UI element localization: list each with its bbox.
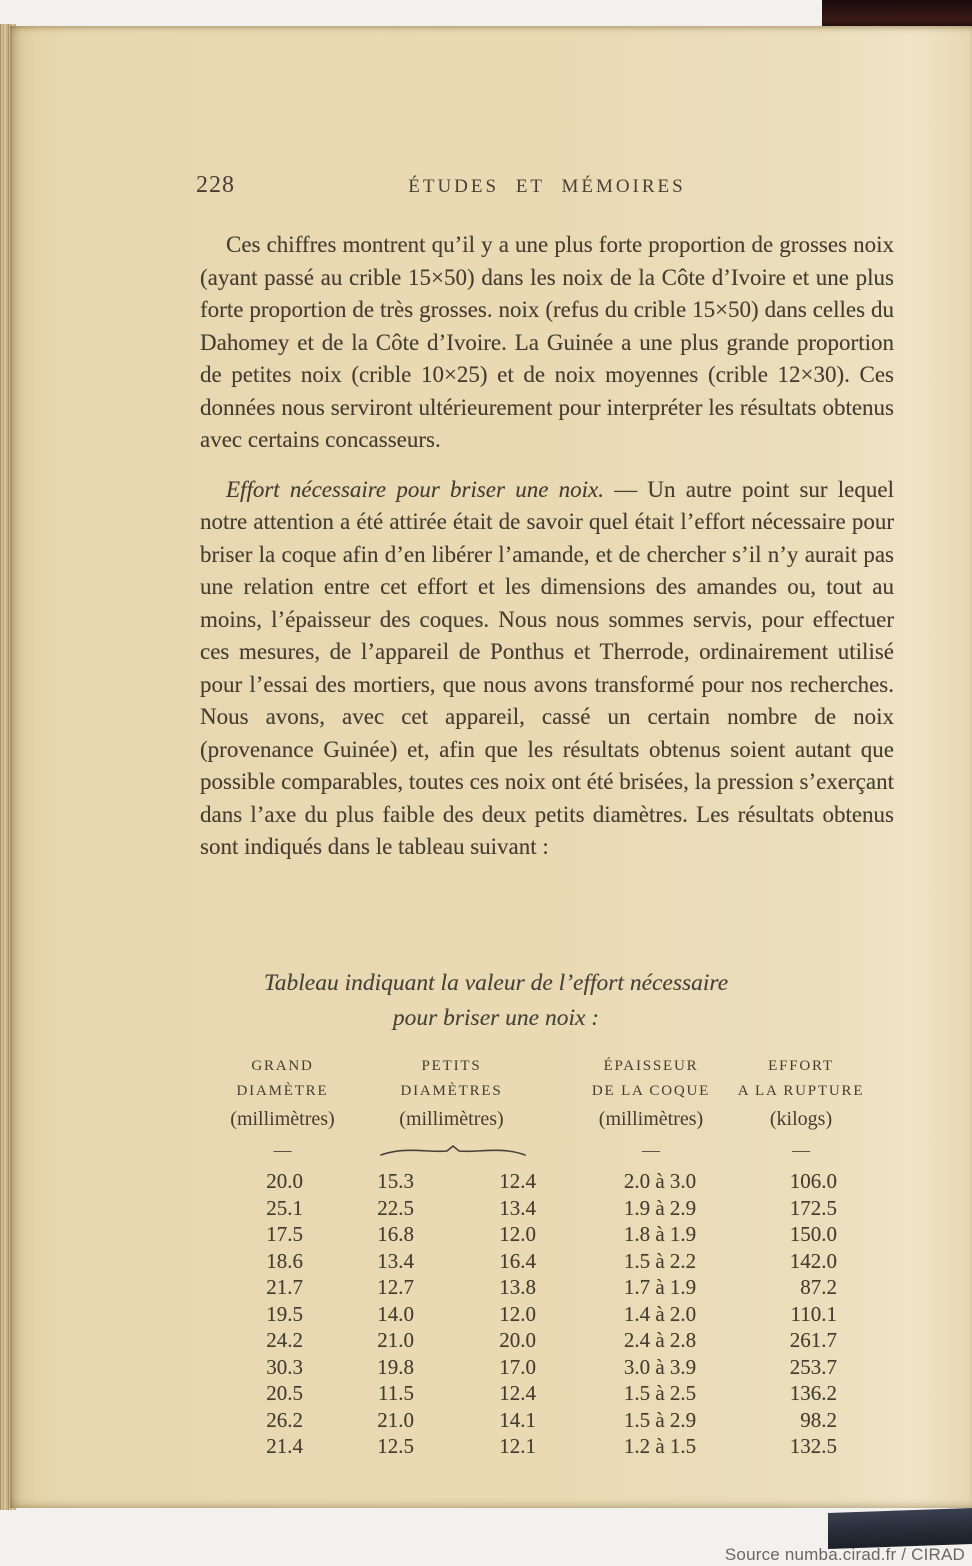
cell-effort: 98.2 [800,1407,837,1432]
source-attribution: Source numba.cirad.fr / CIRAD [724,1545,965,1564]
table-row [200,1433,890,1460]
table-separator-row [200,1136,890,1164]
cell-effort: 132.5 [789,1434,837,1458]
paragraph-1: Ces chiffres montrent qu’il y a une plus forte proportion de grosses noix (ayant passé au crible 15×50) dans les noix de la Côte d’Ivoire et une plus forte proportion de très grosses. noix (refus du crible 15×50) dans celles du Dahomey et de la Côte d’Ivoire. La Guinée a une plus grande proportion de petites noix (crible 10×25) et de noix moyennes (crible 12×30). Ces données nous serviront ultérieurement pour interpréter les résultats obtenus avec certains concasseurs. [200,232,894,452]
cell-epaisseur: 1.7 à 1.9 [623,1275,697,1299]
paragraph-2-body: — Un autre point sur lequel notre attention a été attirée était de savoir quel était l’effort nécessaire pour briser la coque afin d’en libérer l’amande, et de chercher s’il n’y aurait pas une relation entre cet effort et les dimensions des amandes ou, tout au moins, l’épaisseur des coques. Nous nous sommes servis, pour effectuer ces mesures, de l’appareil de Ponthus et Therrode, ordinairement utilisé pour l’essai des mortiers, que nous avons transformé pour nos recherches. Nous avons, avec cet appareil, cassé un certain nombre de noix (provenance Guinée) et, afin que les résultats obtenus soient autant que possible comparables, toutes ces noix ont été brisées, la pression s’exerçant dans l’axe du plus faible des deux petits diamètres. Les résultats obtenus sont indiqués dans le tableau suivant : [200,476,894,859]
cell-petit-diametre-2: 12.4 [499,1381,536,1405]
cell-petit-diametre-1: 12.5 [377,1434,414,1458]
cell-grand-diametre: 25.1 [266,1195,303,1220]
cell-effort: 110.1 [790,1301,837,1326]
header-epaisseur-coque: ÉPAISSEUR DE LA COQUE (millimètres) [591,1058,711,1130]
brace-separator [337,1141,588,1159]
body-text [200,229,894,864]
dash-separator: — [273,1139,292,1160]
table-row [200,1354,890,1381]
header-effort-rupture: EFFORT A LA RUPTURE (kilogs) [737,1058,865,1130]
cell-effort: 142.0 [789,1248,837,1273]
table-row [200,1221,890,1248]
header-grand-diametre: GRAND DIAMÈTRE (millimètres) [230,1058,335,1130]
table-row [200,1380,890,1407]
cell-petit-diametre-1: 16.8 [377,1222,414,1246]
book-page [10,26,972,1508]
cell-petit-diametre-1: 12.7 [377,1275,414,1299]
table-row [200,1168,890,1195]
cell-petit-diametre-1: 15.3 [377,1169,414,1193]
cell-epaisseur: 1.8 à 1.9 [623,1222,697,1246]
book-cover-top-right [822,0,972,27]
paragraph-2 [200,474,894,864]
table-title [110,966,882,1036]
table-title-line2: pour briser une noix : [392,1005,600,1031]
table-row [200,1327,890,1354]
cell-petit-diametre-2: 12.0 [499,1222,536,1246]
cell-grand-diametre: 21.4 [266,1434,303,1458]
running-title: ÉTUDES ET MÉMOIRES [408,176,686,197]
cell-epaisseur: 1.5 à 2.2 [623,1248,697,1273]
cell-petit-diametre-1: 13.4 [377,1248,414,1273]
page-number: 228 [196,172,235,198]
cell-petit-diametre-1: 21.0 [377,1407,414,1432]
cell-petit-diametre-2: 13.4 [499,1195,536,1220]
running-head [196,172,894,204]
effort-rupture-table [200,1054,890,1460]
book-cover-bottom-right [828,1508,972,1549]
cell-petit-diametre-2: 13.8 [499,1275,536,1299]
cell-effort: 150.0 [789,1222,837,1246]
cell-grand-diametre: 26.2 [266,1407,303,1432]
cell-epaisseur: 1.2 à 1.5 [623,1434,697,1458]
cell-petit-diametre-2: 17.0 [499,1354,536,1379]
cell-grand-diametre: 20.0 [266,1169,303,1193]
cell-epaisseur: 1.5 à 2.9 [623,1407,697,1432]
cell-grand-diametre: 21.7 [266,1275,303,1299]
cell-petit-diametre-1: 21.0 [377,1328,414,1352]
cell-effort: 136.2 [789,1381,837,1405]
cell-petit-diametre-2: 12.1 [499,1434,536,1458]
cell-petit-diametre-1: 11.5 [378,1381,414,1405]
cell-epaisseur: 2.0 à 3.0 [623,1169,697,1193]
table-row [200,1301,890,1328]
cell-grand-diametre: 20.5 [266,1381,303,1405]
table-header-row [200,1054,890,1134]
header-petits-diametres: PETITS DIAMÈTRES (millimètres) [399,1058,504,1130]
table-row [200,1407,890,1434]
cell-petit-diametre-2: 20.0 [499,1328,536,1352]
cell-petit-diametre-2: 14.1 [499,1407,536,1432]
cell-effort: 172.5 [789,1195,837,1220]
cell-grand-diametre: 19.5 [266,1301,303,1326]
cell-epaisseur: 2.4 à 2.8 [623,1328,697,1352]
cell-petit-diametre-2: 12.0 [499,1301,536,1326]
cell-effort: 106.0 [789,1169,837,1193]
cell-grand-diametre: 30.3 [266,1354,303,1379]
cell-epaisseur: 1.4 à 2.0 [623,1301,697,1326]
cell-grand-diametre: 24.2 [266,1328,303,1352]
cell-epaisseur: 1.9 à 2.9 [623,1195,697,1220]
dash-separator: — [642,1139,660,1160]
dash-separator: — [792,1139,810,1160]
cell-petit-diametre-2: 12.4 [499,1169,536,1193]
cell-epaisseur: 3.0 à 3.9 [623,1354,697,1379]
table-row [200,1274,890,1301]
paragraph-2-italic-lead: Effort nécessaire pour briser une noix. [226,476,604,502]
table-body [200,1168,890,1460]
cell-petit-diametre-1: 19.8 [377,1354,414,1379]
cell-grand-diametre: 17.5 [266,1222,303,1246]
cell-petit-diametre-1: 14.0 [377,1301,414,1326]
table-row [200,1248,890,1275]
cell-petit-diametre-2: 16.4 [499,1248,536,1273]
cell-grand-diametre: 18.6 [266,1248,303,1273]
cell-effort: 253.7 [789,1354,837,1379]
cell-effort: 261.7 [789,1328,837,1352]
cell-epaisseur: 1.5 à 2.5 [623,1381,697,1405]
table-row [200,1195,890,1222]
cell-effort: 87.2 [800,1275,837,1299]
cell-petit-diametre-1: 22.5 [377,1195,414,1220]
table-title-line1: Tableau indiquant la valeur de l’effort nécessaire [263,970,729,996]
